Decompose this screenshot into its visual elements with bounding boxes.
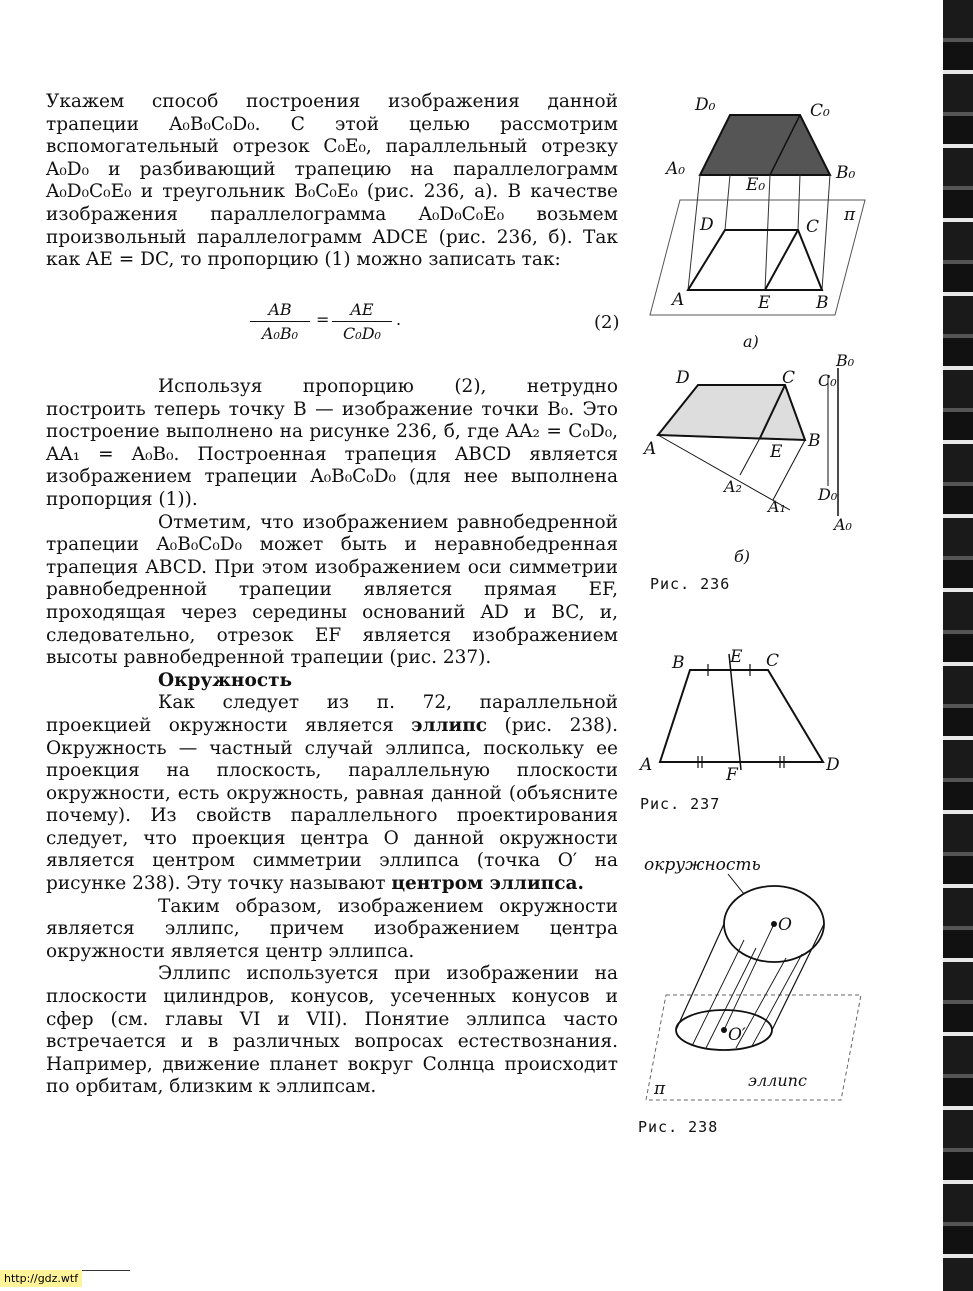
label-pi-238: π — [654, 1079, 666, 1099]
fraction-right-numerator: AE — [332, 300, 392, 322]
label-237-d: D — [826, 755, 840, 775]
trapezoid-237 — [660, 670, 823, 762]
projector-d — [725, 175, 730, 230]
label-d-b: D — [676, 368, 690, 388]
generator-2 — [772, 924, 824, 1030]
label-a: A — [672, 290, 685, 310]
figure-238 — [636, 850, 866, 1110]
label-b: B — [816, 293, 829, 313]
formula-2 — [250, 298, 620, 348]
point-o-prime — [721, 1027, 727, 1033]
generator-1 — [676, 924, 724, 1030]
generator-6 — [752, 954, 802, 1046]
label-b-b: B — [808, 431, 821, 451]
caption-236: Рис. 236 — [650, 575, 731, 593]
scan-edge — [943, 0, 973, 1291]
label-pi: π — [844, 205, 856, 225]
projector-e — [765, 175, 770, 290]
caption-237: Рис. 237 — [640, 795, 721, 813]
label-237-e: E — [730, 647, 743, 667]
sublabel-b: б) — [734, 547, 751, 566]
label-b0: B₀ — [836, 163, 856, 183]
section-heading: Окружность — [158, 669, 293, 691]
label-237-c: C — [766, 651, 780, 671]
leader-circle — [728, 874, 744, 894]
trapezoid-abcd-b — [658, 385, 805, 440]
label-d0: D₀ — [695, 95, 716, 115]
label-237-f: F — [726, 765, 738, 785]
formula-dot: . — [396, 310, 402, 329]
watermark-link[interactable]: http://gdz.wtf — [0, 1270, 82, 1287]
trapezoid-abcd — [688, 230, 822, 290]
fraction-left-numerator: AB — [250, 300, 310, 322]
label-a1: A₁ — [768, 497, 786, 516]
label-o-prime: O′ — [728, 1025, 746, 1045]
figure-236b — [640, 350, 870, 575]
label-seg-d0: D₀ — [818, 485, 838, 504]
fraction-right — [332, 300, 392, 343]
label-c0: C₀ — [810, 101, 830, 121]
label-c-b: C — [782, 368, 796, 388]
paragraph-3: Отметим, что изображением равнобедренной трапеции A₀B₀C₀D₀ может быть и неравнобедренная трапеция ABCD. При этом изображением оси симметрии равнобедренной трапеции является прямая EF, проходящая через середины оснований AD и BC, и, следовательно, отрезок EF является изображением высоты равнобедренной трапеции (рис. 237). — [46, 511, 618, 669]
fraction-left-denominator: A₀B₀ — [261, 324, 299, 343]
segment-ef — [729, 654, 741, 770]
segment-ce — [765, 230, 798, 290]
label-d: D — [700, 215, 714, 235]
paragraph-4-part-c: (рис. 238). Окружность — частный случай эллипса, поскольку ее проекция на плоскость, параллельную плоскости окружности, есть окружность, равная данной (объясните почему). Из свойств параллельного проектирования следует, что проекция центра O данной окружности является центром симметрии эллипса (точка O′ на рисунке 238). Эту точку называют — [46, 714, 618, 895]
paragraph-4 — [46, 692, 618, 895]
label-seg-c0: C₀ — [818, 371, 837, 390]
paragraph-4-part-a: Как следует из п. 72, параллельной проекцией окружности является — [46, 692, 618, 736]
paragraph-6: Эллипс используется при изображении на плоскости цилиндров, конусов, усеченных конусов и сфер (см. главы VI и VII). Понятие эллипса часто встречается и в различных вопросах естествознания. Например, движение планет вокруг Солнца происходит по орбитам, близким к эллипсам. — [46, 963, 618, 1098]
projector-b — [822, 175, 830, 290]
figure-236a — [640, 90, 870, 360]
label-237-a: A — [640, 755, 653, 775]
label-e-b: E — [770, 442, 783, 462]
label-seg-b0: B₀ — [836, 351, 855, 370]
label-seg-a0: A₀ — [834, 515, 852, 534]
term-ellipse-center: центром эллипса. — [391, 873, 584, 895]
label-237-b: B — [672, 653, 685, 673]
point-o — [771, 921, 777, 927]
formula-number: (2) — [594, 312, 620, 333]
label-a2: A₂ — [724, 477, 742, 496]
trapezoid-a0b0c0d0 — [700, 115, 830, 175]
sublabel-a: а) — [743, 332, 759, 351]
projector-c — [798, 175, 800, 230]
paragraph-1: Укажем способ построения изображения данной трапеции A₀B₀C₀D₀. С этой целью рассмотрим вспомогательный отрезок C₀E₀, параллельный отрезку A₀D₀ и разбивающий трапецию на параллелограмм A₀D₀C₀E₀ и треугольник B₀C₀E₀ (рис. 236, а). В качестве изображения параллелограмма A₀D₀C₀E₀ возьмем произвольный параллелограмм ADCE (рис. 236, б). Так как AE = DC, то пропорцию (1) можно записать так: — [46, 91, 618, 271]
label-e0: E₀ — [746, 175, 766, 195]
term-ellipse: эллипс — [411, 714, 488, 736]
label-c: C — [806, 217, 820, 237]
text-column-2 — [46, 376, 618, 1099]
figure-237 — [638, 642, 858, 792]
fraction-right-denominator: C₀D₀ — [343, 324, 381, 343]
paragraph-5: Таким образом, изображением окружности является эллипс, причем изображением центра окружности является центр эллипса. — [46, 895, 618, 962]
paragraph-2: Используя пропорцию (2), нетрудно построить теперь точку B — изображение точки B₀. Это построение выполнено на рисунке 236, б, где AA₂ = C₀D₀, AA₁ = A₀B₀. Построенная трапеция ABCD является изображением трапеции A₀B₀C₀D₀ (для нее выполнена пропорция (1)). — [46, 376, 618, 510]
text-column — [46, 91, 618, 272]
fraction-left — [250, 300, 310, 343]
label-circle: окружность — [644, 855, 761, 875]
label-a-b: A — [644, 439, 657, 459]
label-ellipse: эллипс — [748, 1071, 807, 1090]
label-a0: A₀ — [666, 159, 686, 179]
caption-238: Рис. 238 — [638, 1118, 719, 1136]
line-e-a2 — [740, 438, 760, 475]
equals-sign: = — [316, 310, 330, 329]
generator-center — [724, 924, 774, 1030]
label-e: E — [758, 293, 771, 313]
label-o: O — [778, 915, 792, 935]
